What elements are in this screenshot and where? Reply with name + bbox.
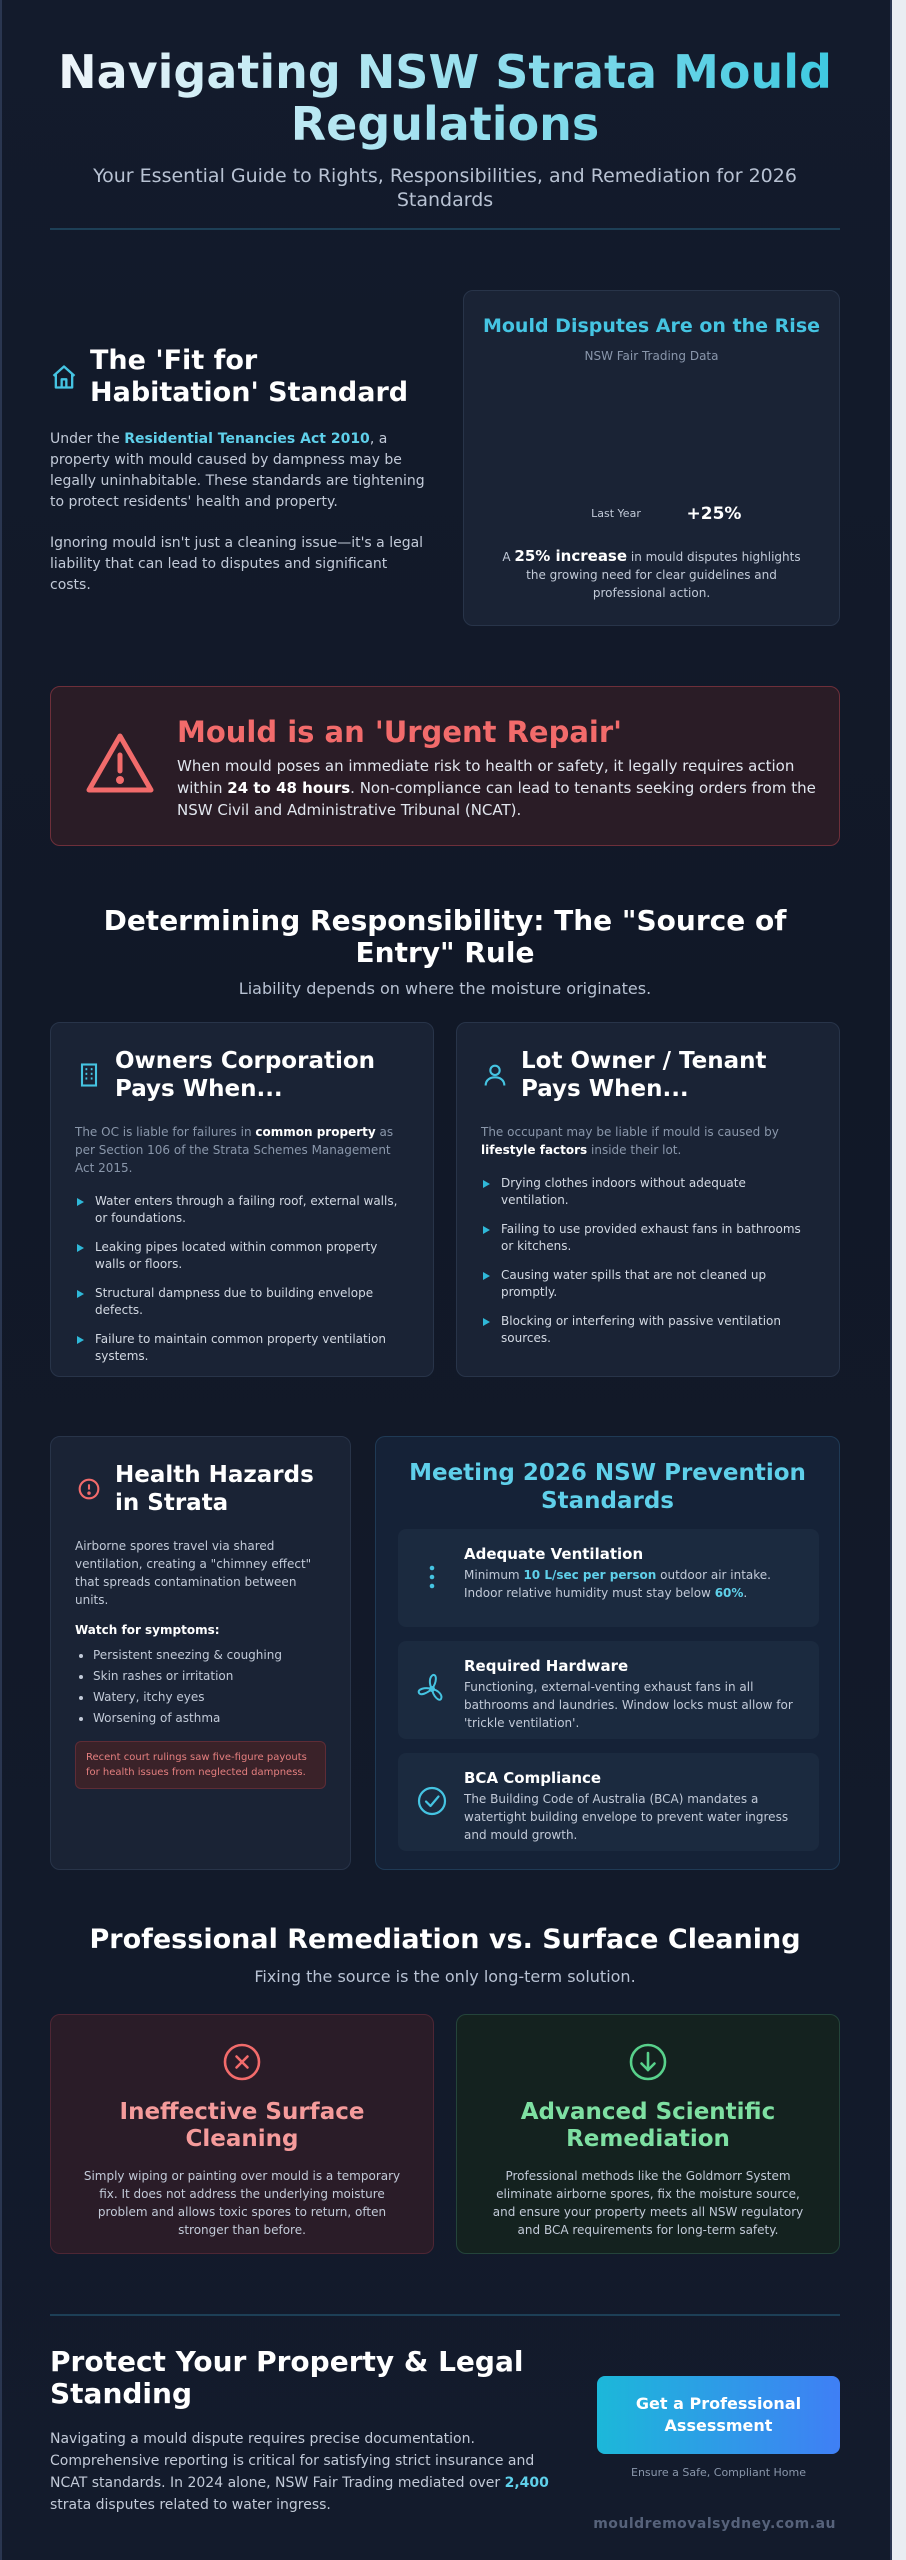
responsibility-title: Determining Responsibility: The "Source of Entry" Rule bbox=[103, 904, 787, 969]
owners-list bbox=[75, 1193, 409, 1365]
symptoms-list bbox=[75, 1647, 326, 1727]
responsibility-header bbox=[50, 905, 840, 998]
x-circle-icon bbox=[221, 2041, 263, 2083]
arrow-down-circle-icon bbox=[627, 2041, 669, 2083]
habitation-text-1: Under the Residential Tenancies Act 2010, a property with mould caused by dampness may be legally uninhabitable. These standards are tightening to protect residents' health and property. bbox=[50, 431, 425, 510]
home-icon bbox=[50, 363, 78, 391]
hardware-title: Required Hardware bbox=[464, 1657, 629, 1675]
habitation-title: The 'Fit for Habitation' Standard bbox=[90, 345, 409, 408]
chart-title: Mould Disputes Are on the Rise bbox=[482, 315, 821, 337]
page-subtitle: Your Essential Guide to Rights, Responsibilities, and Remediation for 2026 Standards bbox=[93, 165, 797, 211]
list-item: Leaking pipes located within common property walls or floors. bbox=[75, 1239, 409, 1273]
chart-annotation: +25% bbox=[686, 504, 741, 524]
list-item: • Worsening of asthma bbox=[93, 1710, 326, 1727]
list-item: Failing to use provided exhaust fans in bathrooms or kitchens. bbox=[481, 1221, 815, 1255]
scroll-edge bbox=[892, 0, 906, 2560]
tenant-card bbox=[456, 1022, 840, 1377]
user-icon bbox=[481, 1061, 509, 1089]
cta-section bbox=[50, 2346, 570, 2516]
chart-source: NSW Fair Trading Data bbox=[584, 349, 719, 363]
surface-cleaning-card bbox=[50, 2014, 434, 2254]
list-item: • Persistent sneezing & coughing bbox=[93, 1647, 326, 1664]
scientific-remediation-text: Professional methods like the Goldmorr System eliminate airborne spores, fix the moisture source, and ensure your property meets all NSW regulatory and BCA requirements for long-term safety. bbox=[492, 2169, 804, 2237]
habitation-text-2: Ignoring mould isn't just a cleaning issue—it's a legal liability that can lead to disputes and significant costs. bbox=[50, 535, 424, 593]
list-item: Blocking or interfering with passive ventilation sources. bbox=[481, 1313, 815, 1347]
court-ruling-note: Recent court rulings saw five-figure payouts for health issues from neglected dampness. bbox=[75, 1741, 326, 1789]
cta-button-caption: Ensure a Safe, Compliant Home bbox=[631, 2466, 806, 2479]
list-item: Water enters through a failing roof, external walls, or foundations. bbox=[75, 1193, 409, 1227]
list-item: Failure to maintain common property ventilation systems. bbox=[75, 1331, 409, 1365]
chart-category-label: Last Year bbox=[590, 507, 641, 520]
scientific-remediation-title: Advanced Scientific Remediation bbox=[520, 2099, 776, 2152]
responsibility-subtitle: Liability depends on where the moisture originates. bbox=[238, 979, 652, 998]
habitation-section bbox=[50, 345, 430, 596]
divider bbox=[50, 228, 840, 230]
get-assessment-button[interactable]: Get a Professional Assessment bbox=[597, 2376, 840, 2454]
title-part-1: Navigating bbox=[58, 45, 357, 99]
remediation-subtitle: Fixing the source is the only long-term solution. bbox=[254, 1967, 636, 1986]
check-circle-icon bbox=[412, 1781, 452, 1821]
urgent-text: When mould poses an immediate risk to health or safety, it legally requires action within 24 to 48 hours. Non-compliance can lead to tenants seeking orders from the NSW Civil and Administrative Tribunal (NCAT). bbox=[177, 757, 816, 819]
ventilation-text: Minimum 10 L/sec per person outdoor air intake. Indoor relative humidity must stay below 60%. bbox=[464, 1568, 771, 1600]
urgent-title: Mould is an 'Urgent Repair' bbox=[177, 715, 623, 749]
tenant-title: Lot Owner / Tenant Pays When... bbox=[521, 1048, 767, 1102]
cta-title: Protect Your Property & Legal Standing bbox=[50, 2345, 524, 2410]
chart-footnote: A 25% increase in mould disputes highlights the growing need for clear guidelines and professional action. bbox=[502, 547, 801, 600]
remediation-title: Professional Remediation vs. Surface Cleaning bbox=[89, 1924, 801, 1955]
list-item: Drying clothes indoors without adequate ventilation. bbox=[481, 1175, 815, 1209]
remediation-header bbox=[50, 1924, 840, 1986]
bca-title: BCA Compliance bbox=[464, 1769, 602, 1787]
site-domain[interactable]: mouldremovalsydney.com.au bbox=[593, 2516, 836, 2532]
hero-header bbox=[50, 46, 840, 212]
divider bbox=[50, 2314, 840, 2316]
list-item: • Watery, itchy eyes bbox=[93, 1689, 326, 1706]
symptoms-label: Watch for symptoms: bbox=[75, 1623, 220, 1637]
prevention-standards-card bbox=[375, 1436, 840, 1870]
page-title bbox=[50, 46, 840, 150]
alert-circle-icon bbox=[75, 1475, 103, 1503]
bca-text: The Building Code of Australia (BCA) mandates a watertight building envelope to prevent water ingress and mould growth. bbox=[464, 1792, 789, 1842]
cta-text: Navigating a mould dispute requires precise documentation. Comprehensive reporting is critical for satisfying strict insurance and NCAT standards. In 2024 alone, NSW Fair Trading mediated over 2,400 strata disputes related to water ingress. bbox=[50, 2431, 549, 2513]
disputes-chart-card bbox=[463, 290, 840, 626]
list-item: • Skin rashes or irritation bbox=[93, 1668, 326, 1685]
list-item: Causing water spills that are not cleaned up promptly. bbox=[481, 1267, 815, 1301]
bca-item bbox=[398, 1753, 819, 1851]
title-part-2: NSW Strata Mould Regulations bbox=[290, 45, 832, 151]
health-text: Airborne spores travel via shared ventilation, creating a "chimney effect" that spreads contamination between units. bbox=[75, 1539, 312, 1607]
urgent-repair-alert bbox=[50, 686, 840, 846]
vertical-dots-icon bbox=[412, 1557, 452, 1597]
act-link[interactable]: Residential Tenancies Act 2010 bbox=[124, 431, 370, 447]
health-hazards-card bbox=[50, 1436, 351, 1870]
building-icon bbox=[75, 1061, 103, 1089]
warning-icon bbox=[85, 731, 155, 795]
surface-cleaning-text: Simply wiping or painting over mould is a temporary fix. It does not address the underlying moisture problem and allows toxic spores to return, often stronger than before. bbox=[83, 2169, 401, 2237]
owners-corporation-card bbox=[50, 1022, 434, 1377]
surface-cleaning-title: Ineffective Surface Cleaning bbox=[119, 2099, 365, 2152]
scientific-remediation-card bbox=[456, 2014, 840, 2254]
disputes-chart bbox=[492, 369, 812, 539]
hardware-item bbox=[398, 1641, 819, 1739]
ventilation-title: Adequate Ventilation bbox=[464, 1545, 644, 1563]
owners-title: Owners Corporation Pays When... bbox=[115, 1048, 376, 1102]
hardware-text: Functioning, external-venting exhaust fans in all bathrooms and laundries. Window locks must allow for 'trickle ventilation'. bbox=[464, 1680, 793, 1730]
tenant-list bbox=[481, 1175, 815, 1347]
list-item: Structural dampness due to building envelope defects. bbox=[75, 1285, 409, 1319]
tenant-lead: The occupant may be liable if mould is caused by lifestyle factors inside their lot. bbox=[481, 1125, 779, 1157]
owners-lead: The OC is liable for failures in common property as per Section 106 of the Strata Schemes Management Act 2015. bbox=[75, 1125, 394, 1175]
fan-icon bbox=[412, 1669, 452, 1709]
health-title: Health Hazards in Strata bbox=[115, 1462, 314, 1516]
standards-title: Meeting 2026 NSW Prevention Standards bbox=[409, 1460, 806, 1514]
ventilation-item bbox=[398, 1529, 819, 1627]
